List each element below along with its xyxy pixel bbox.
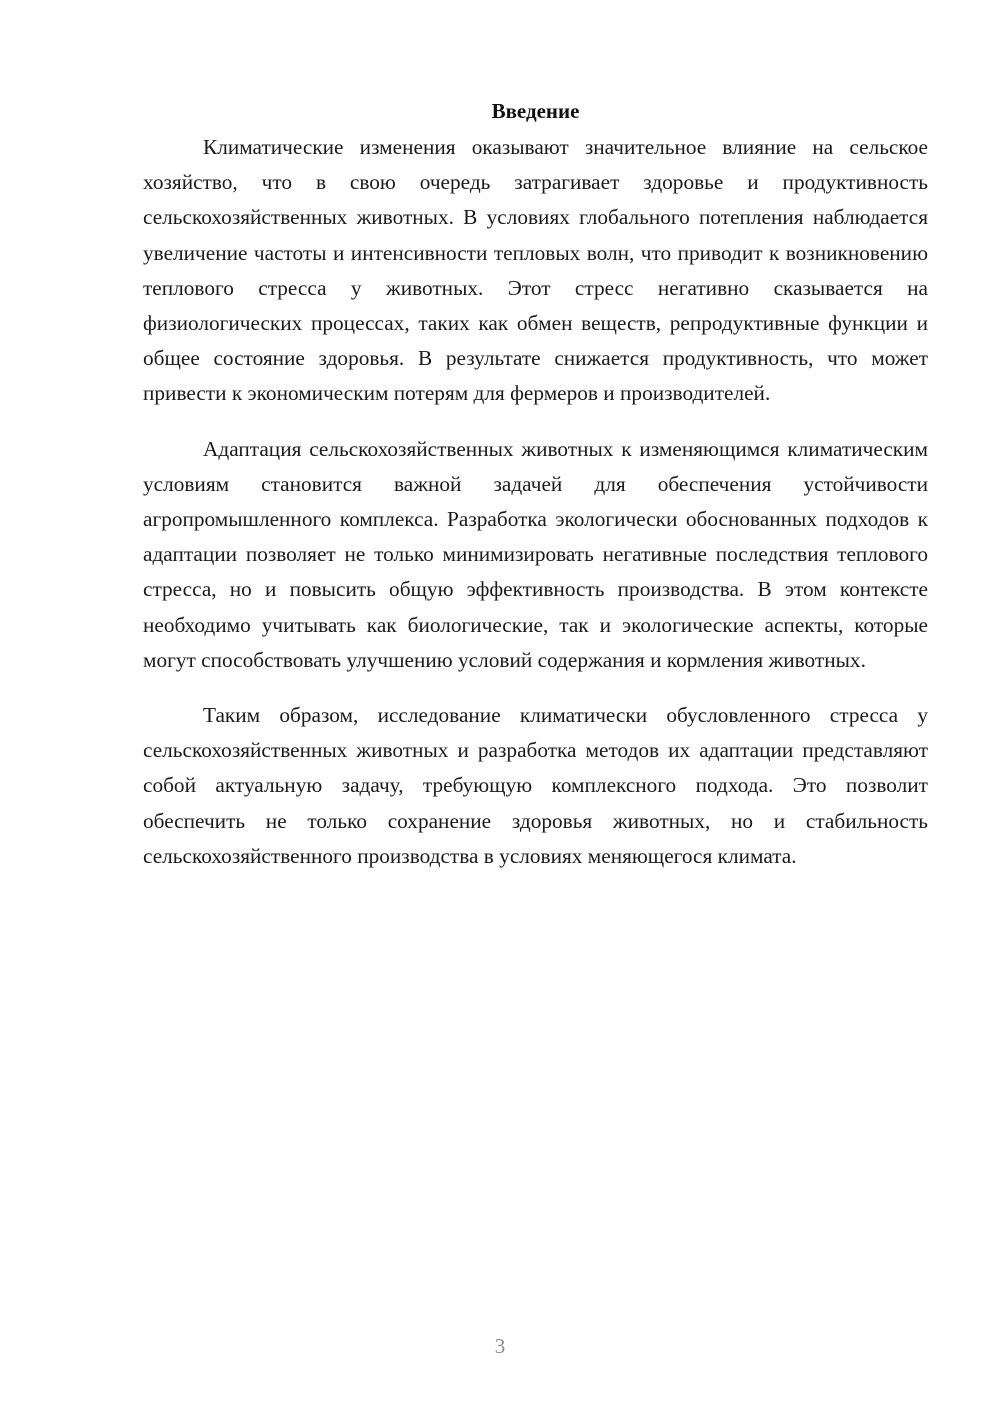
paragraph-1: Климатические изменения оказывают значительное влияние на сельское хозяйство, что в свою очередь затрагивает здоровье и продуктивность сельскохозяйственных животных. В условиях глобального потепления наблюдается увеличение частоты и интенсивности тепловых волн, что приводит к возникновению теплового стресса у животных. Этот стресс негативно сказывается на физиологических процессах, таких как обмен веществ, репродуктивные функции и общее состояние здоровья. В результате снижается продуктивность, что может привести к экономическим потерям для фермеров и производителей.	[143, 135, 928, 406]
page-number: 3	[494, 1334, 506, 1358]
paragraph-3: Таким образом, исследование климатически обусловленного стресса у сельскохозяйственных животных и разработка методов их адаптации представляют собой актуальную задачу, требующую комплексного подхода. Это позволит обеспечить не только сохранение здоровья животных, но и стабильность сельскохозяйственного производства в условиях меняющегося климата.	[143, 703, 928, 868]
paragraph-2: Адаптация сельскохозяйственных животных к изменяющимся климатическим условиям становится важной задачей для обеспечения устойчивости агропромышленного комплекса. Разработка экологически обоснованных подходов к адаптации позволяет не только минимизировать негативные последствия теплового стресса, но и повысить общую эффективность производства. В этом контексте необходимо учитывать как биологические, так и экологические аспекты, которые могут способствовать улучшению условий содержания и кормления животных.	[143, 436, 928, 672]
page-content	[143, 96, 928, 894]
section-title: Введение	[491, 99, 580, 123]
